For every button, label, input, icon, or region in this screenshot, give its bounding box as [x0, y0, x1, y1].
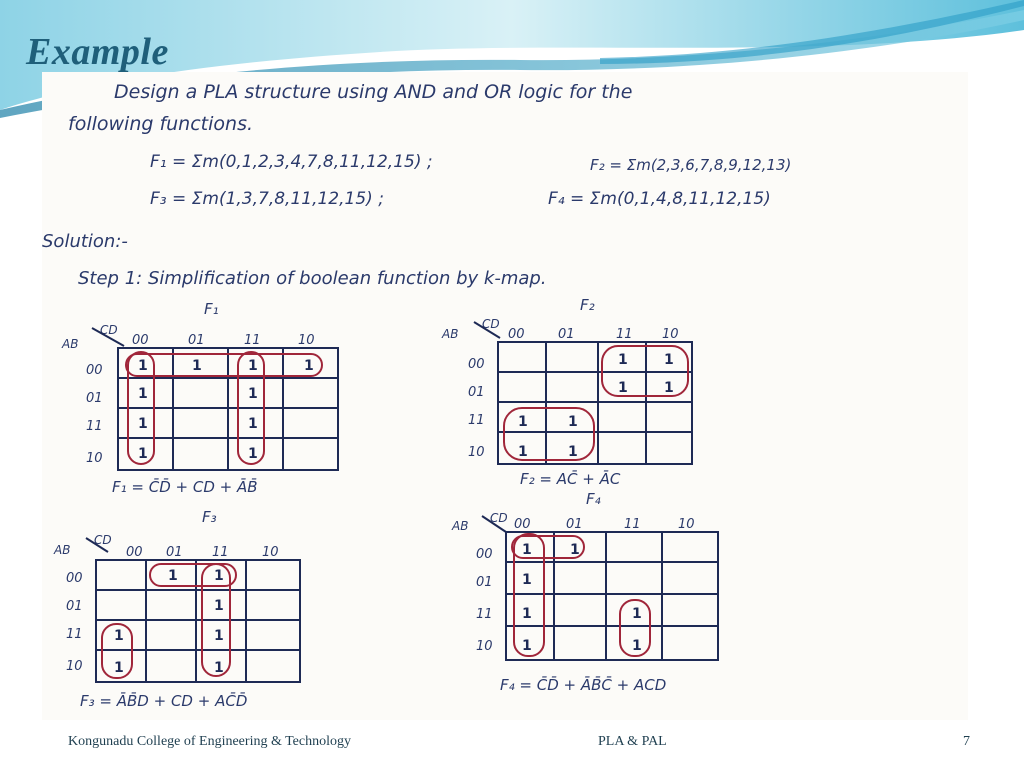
svg-text:1: 1 [248, 446, 258, 462]
svg-text:01: 01 [468, 385, 485, 400]
svg-text:1: 1 [618, 352, 628, 368]
svg-text:1: 1 [568, 414, 578, 430]
svg-text:AB: AB [442, 327, 459, 341]
footer-institution: Kongunadu College of Engineering & Technology [68, 734, 351, 749]
svg-text:01: 01 [66, 599, 83, 614]
svg-text:1: 1 [114, 660, 124, 676]
svg-text:1: 1 [214, 660, 224, 676]
svg-text:10: 10 [86, 451, 103, 466]
svg-text:AB: AB [54, 543, 71, 557]
kmap-f3-title: F₃ [202, 508, 217, 526]
kmap-f3-result: F₃ = ĀB̄D + CD + AC̄D̄ [80, 692, 248, 710]
svg-text:1: 1 [518, 444, 528, 460]
svg-text:00: 00 [132, 333, 149, 348]
svg-text:00: 00 [66, 571, 83, 586]
svg-text:1: 1 [138, 386, 148, 402]
svg-text:1: 1 [248, 416, 258, 432]
svg-text:11: 11 [212, 545, 229, 560]
svg-text:1: 1 [214, 598, 224, 614]
svg-text:10: 10 [298, 333, 315, 348]
svg-text:00: 00 [514, 517, 531, 532]
kmap-f1-ones [138, 358, 314, 462]
kmap-f1-ab-label: AB [62, 337, 79, 351]
kmap-f2 [441, 296, 692, 488]
svg-text:1: 1 [632, 638, 642, 654]
svg-text:AB: AB [452, 519, 469, 533]
kmap-f2-ones [518, 352, 674, 460]
svg-text:01: 01 [558, 327, 575, 342]
svg-text:1: 1 [214, 568, 224, 584]
svg-text:CD: CD [490, 511, 508, 525]
svg-text:11: 11 [624, 517, 641, 532]
svg-text:1: 1 [664, 380, 674, 396]
kmap-f1-title: F₁ [204, 300, 219, 318]
kmap-f4-title: F₄ [586, 490, 601, 508]
svg-text:1: 1 [632, 606, 642, 622]
svg-text:10: 10 [262, 545, 279, 560]
svg-text:00: 00 [508, 327, 525, 342]
svg-text:11: 11 [476, 607, 493, 622]
svg-text:CD: CD [482, 317, 500, 331]
svg-text:10: 10 [662, 327, 679, 342]
kmap-f3 [53, 508, 300, 710]
svg-text:1: 1 [304, 358, 314, 374]
svg-text:11: 11 [616, 327, 633, 342]
svg-text:11: 11 [86, 419, 103, 434]
svg-text:1: 1 [664, 352, 674, 368]
svg-text:1: 1 [570, 542, 580, 558]
function-f3: F₃ = Σm(1,3,7,8,11,12,15) ; [150, 189, 384, 209]
svg-text:1: 1 [114, 628, 124, 644]
svg-text:CD: CD [94, 533, 112, 547]
kmap-f1-result: F₁ = C̄D̄ + CD + ĀB̄ [112, 478, 258, 496]
kmap-f1-loop-3 [126, 354, 322, 376]
function-f4: F₄ = Σm(0,1,4,8,11,12,15) [548, 189, 771, 209]
svg-text:01: 01 [188, 333, 205, 348]
svg-text:1: 1 [138, 446, 148, 462]
svg-text:1: 1 [248, 386, 258, 402]
svg-text:10: 10 [66, 659, 83, 674]
slide-title: Example [26, 31, 169, 73]
handwritten-content [42, 72, 968, 720]
svg-text:1: 1 [522, 606, 532, 622]
function-f2: F₂ = Σm(2,3,6,7,8,9,12,13) [590, 156, 792, 174]
page-number: 7 [963, 734, 970, 749]
svg-text:00: 00 [126, 545, 143, 560]
svg-text:1: 1 [138, 416, 148, 432]
problem-line-1: Design a PLA structure using AND and OR logic for the [114, 81, 633, 103]
svg-text:01: 01 [86, 391, 103, 406]
svg-text:10: 10 [476, 639, 493, 654]
svg-text:10: 10 [678, 517, 695, 532]
kmap-f1-cd-label: CD [100, 323, 118, 337]
svg-text:01: 01 [166, 545, 183, 560]
svg-text:1: 1 [214, 628, 224, 644]
kmap-f4 [451, 490, 718, 694]
svg-text:11: 11 [244, 333, 261, 348]
svg-text:1: 1 [618, 380, 628, 396]
svg-text:00: 00 [86, 363, 103, 378]
svg-text:01: 01 [566, 517, 583, 532]
svg-text:1: 1 [138, 358, 148, 374]
svg-text:1: 1 [248, 358, 258, 374]
svg-text:11: 11 [66, 627, 83, 642]
solution-step-1: Step 1: Simplification of boolean function by k-map. [78, 268, 547, 289]
function-f1: F₁ = Σm(0,1,2,3,4,7,8,11,12,15) ; [150, 152, 433, 172]
kmap-f1 [61, 300, 338, 496]
svg-text:1: 1 [192, 358, 202, 374]
footer-course: PLA & PAL [598, 734, 667, 749]
svg-text:1: 1 [522, 638, 532, 654]
svg-text:01: 01 [476, 575, 493, 590]
kmap-f4-result: F₄ = C̄D̄ + ĀB̄C̄ + ACD [500, 676, 667, 694]
svg-text:00: 00 [468, 357, 485, 372]
problem-line-2: following functions. [68, 113, 254, 135]
svg-text:10: 10 [468, 445, 485, 460]
kmap-f3-ones [114, 568, 224, 676]
svg-text:1: 1 [522, 542, 532, 558]
svg-text:00: 00 [476, 547, 493, 562]
svg-text:11: 11 [468, 413, 485, 428]
kmap-f2-title: F₂ [580, 296, 595, 314]
svg-text:1: 1 [522, 572, 532, 588]
solution-heading: Solution:- [42, 231, 128, 252]
svg-text:1: 1 [168, 568, 178, 584]
kmap-f2-result: F₂ = AC̄ + ĀC [520, 470, 621, 488]
svg-text:1: 1 [518, 414, 528, 430]
svg-text:1: 1 [568, 444, 578, 460]
